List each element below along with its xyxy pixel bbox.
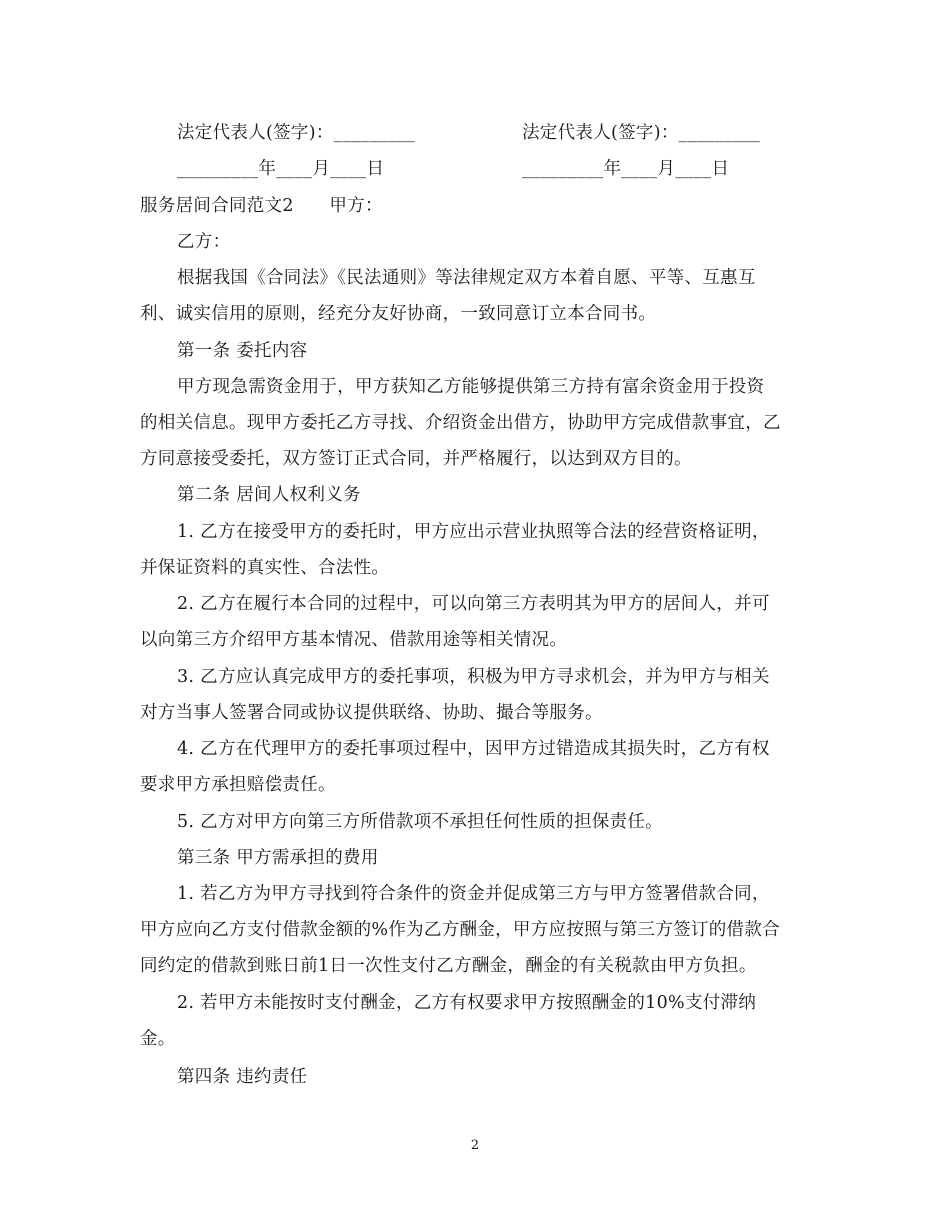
article-1-line: 的相关信息。现甲方委托乙方寻找、介绍资金出借方，协助甲方完成借款事宜，乙	[140, 413, 781, 433]
article-1-line: 方同意接受委托，双方签订正式合同，并严格履行，以达到双方目的。	[140, 449, 692, 469]
article-3-line: 1. 若乙方为甲方寻找到符合条件的资金并促成第三方与甲方签署借款合同，	[177, 884, 770, 904]
party-b-label: 乙方：	[177, 232, 231, 252]
left-legal-rep-signature: 法定代表人(签字)：_________	[177, 123, 416, 143]
article-2-line: 对方当事人签署合同或协议提供联络、协助、撮合等服务。	[140, 703, 603, 723]
article-2-line: 4. 乙方在代理甲方的委托事项过程中，因甲方过错造成其损失时，乙方有权	[177, 739, 770, 759]
left-sign-date: _________年____月____日	[177, 159, 385, 179]
article-2-line: 3. 乙方应认真完成甲方的委托事项，积极为甲方寻求机会，并为甲方与相关	[177, 667, 770, 687]
article-1-line: 甲方现急需资金用于，甲方获知乙方能够提供第三方持有富余资金用于投资	[177, 377, 765, 397]
article-2-line: 2. 乙方在履行本合同的过程中，可以向第三方表明其为甲方的居间人，并可	[177, 594, 770, 614]
article-4-heading: 第四条 违约责任	[177, 1067, 308, 1087]
article-3-line: 同约定的借款到账日前1日一次性支付乙方酬金，酬金的有关税款由甲方负担。	[140, 956, 757, 976]
article-1-heading: 第一条 委托内容	[177, 341, 308, 361]
article-3-line: 甲方应向乙方支付借款金额的%作为乙方酬金，甲方应按照与第三方签订的借款合	[140, 920, 780, 940]
article-2-line: 并保证资料的真实性、合法性。	[140, 558, 390, 578]
page-number: 2	[470, 1138, 480, 1153]
article-3-heading: 第三条 甲方需承担的费用	[177, 848, 379, 868]
right-legal-rep-signature: 法定代表人(签字)：_________	[522, 123, 761, 143]
right-sign-date: _________年____月____日	[522, 159, 730, 179]
article-2-line: 以向第三方介绍甲方基本情况、借款用途等相关情况。	[140, 630, 568, 650]
article-2-line: 要求甲方承担赔偿责任。	[140, 775, 336, 795]
article-3-line: 金。	[140, 1029, 176, 1049]
preamble-line: 根据我国《合同法》《民法通则》等法律规定双方本着自愿、平等、互惠互	[177, 268, 756, 288]
article-2-heading: 第二条 居间人权利义务	[177, 485, 361, 505]
article-2-line: 1. 乙方在接受甲方的委托时，甲方应出示营业执照等合法的经营资格证明，	[177, 522, 770, 542]
contract-title-line: 服务居间合同范文2 甲方：	[140, 196, 383, 216]
article-3-line: 2. 若甲方未能按时支付酬金，乙方有权要求甲方按照酬金的10%支付滞纳	[177, 993, 757, 1013]
article-2-line: 5. 乙方对甲方向第三方所借款项不承担任何性质的担保责任。	[177, 812, 663, 832]
preamble-line: 利、诚实信用的原则，经充分友好协商，一致同意订立本合同书。	[140, 304, 657, 324]
